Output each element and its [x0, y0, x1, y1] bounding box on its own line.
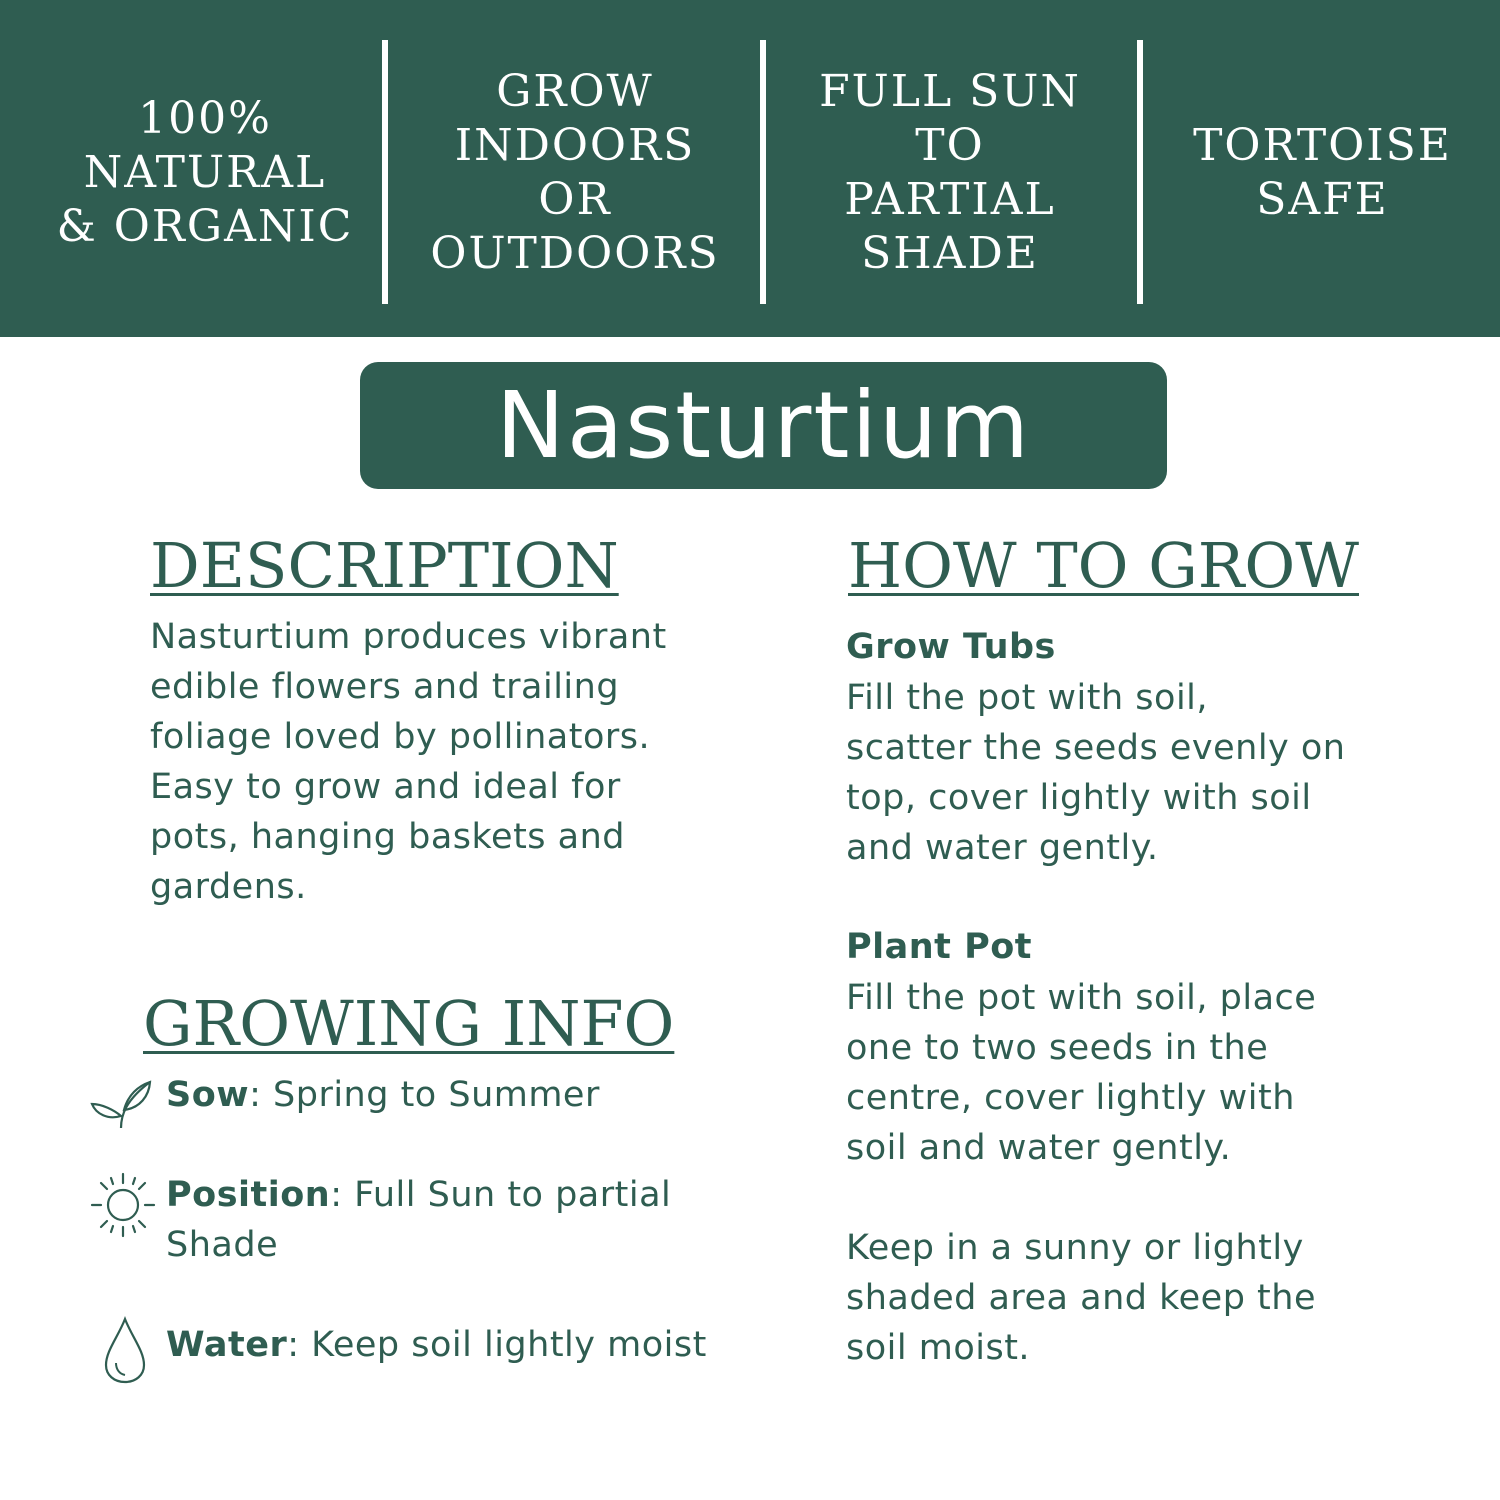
sow-value: : Spring to Summer [249, 1075, 600, 1115]
badge-line: & ORGANIC [56, 200, 354, 252]
description-line: pots, hanging baskets and [150, 817, 626, 857]
grow-tubs-line: Fill the pot with soil, [846, 678, 1209, 718]
sow-text [166, 1070, 600, 1120]
banner-divider [382, 40, 388, 304]
badge-natural-organic [55, 40, 355, 305]
water-text [166, 1315, 707, 1370]
badge-line: OR [538, 173, 612, 225]
care-text [846, 1223, 1316, 1373]
badge-line: SHADE [861, 227, 1039, 279]
description-line: foliage loved by pollinators. [150, 717, 651, 757]
sun-icon [88, 1170, 158, 1240]
description-line: Easy to grow and ideal for [150, 767, 621, 807]
badge-line: SAFE [1256, 173, 1389, 225]
description-line: gardens. [150, 867, 307, 907]
description-heading: DESCRIPTION [150, 529, 619, 602]
description-line: Nasturtium produces vibrant [150, 617, 667, 657]
sow-row [88, 1070, 600, 1140]
banner-divider [760, 40, 766, 304]
leaf-icon [88, 1070, 158, 1140]
description-line: edible flowers and trailing [150, 667, 620, 707]
product-title-banner [360, 362, 1167, 489]
badge-indoors-outdoors [420, 40, 730, 305]
position-value: : Full Sun to partial [330, 1175, 672, 1215]
water-value: : Keep soil lightly moist [287, 1325, 707, 1365]
badge-line: GROW [496, 65, 654, 117]
plant-pot-line: Fill the pot with soil, place [846, 978, 1317, 1018]
plant-pot-title: Plant Pot [846, 927, 1033, 967]
feature-banner [0, 0, 1500, 337]
growing-info-heading: GROWING INFO [143, 987, 675, 1060]
grow-tubs-line: top, cover lightly with soil [846, 778, 1312, 818]
badge-tortoise-safe [1170, 40, 1475, 305]
plant-pot-text [846, 973, 1316, 1173]
water-row [88, 1315, 707, 1385]
badge-line: FULL SUN [819, 65, 1081, 117]
water-label: Water [166, 1325, 288, 1365]
badge-line: 100% [138, 92, 272, 144]
plant-pot-line: centre, cover lightly with [846, 1078, 1295, 1118]
plant-pot-line: one to two seeds in the [846, 1028, 1269, 1068]
badge-sun-shade [795, 40, 1105, 305]
position-text [166, 1170, 671, 1270]
position-value-cont: Shade [166, 1225, 279, 1265]
water-drop-icon [88, 1315, 158, 1385]
badge-line: TORTOISE [1193, 119, 1452, 171]
badge-line: NATURAL [83, 146, 327, 198]
badge-line: TO [915, 119, 985, 171]
description-text [150, 612, 667, 912]
grow-tubs-title: Grow Tubs [846, 627, 1056, 667]
position-row [88, 1170, 671, 1270]
banner-divider [1137, 40, 1143, 304]
how-to-grow-heading: HOW TO GROW [848, 529, 1359, 602]
product-title: Nasturtium [496, 372, 1031, 479]
plant-pot-line: soil and water gently. [846, 1128, 1232, 1168]
badge-line: OUTDOORS [430, 227, 720, 279]
position-label: Position [166, 1175, 331, 1215]
sow-label: Sow [166, 1075, 250, 1115]
badge-line: PARTIAL [844, 173, 1056, 225]
grow-tubs-text [846, 673, 1345, 873]
care-line: soil moist. [846, 1328, 1031, 1368]
grow-tubs-line: and water gently. [846, 828, 1159, 868]
care-line: shaded area and keep the [846, 1278, 1316, 1318]
grow-tubs-line: scatter the seeds evenly on [846, 728, 1346, 768]
badge-line: INDOORS [454, 119, 696, 171]
care-line: Keep in a sunny or lightly [846, 1228, 1304, 1268]
